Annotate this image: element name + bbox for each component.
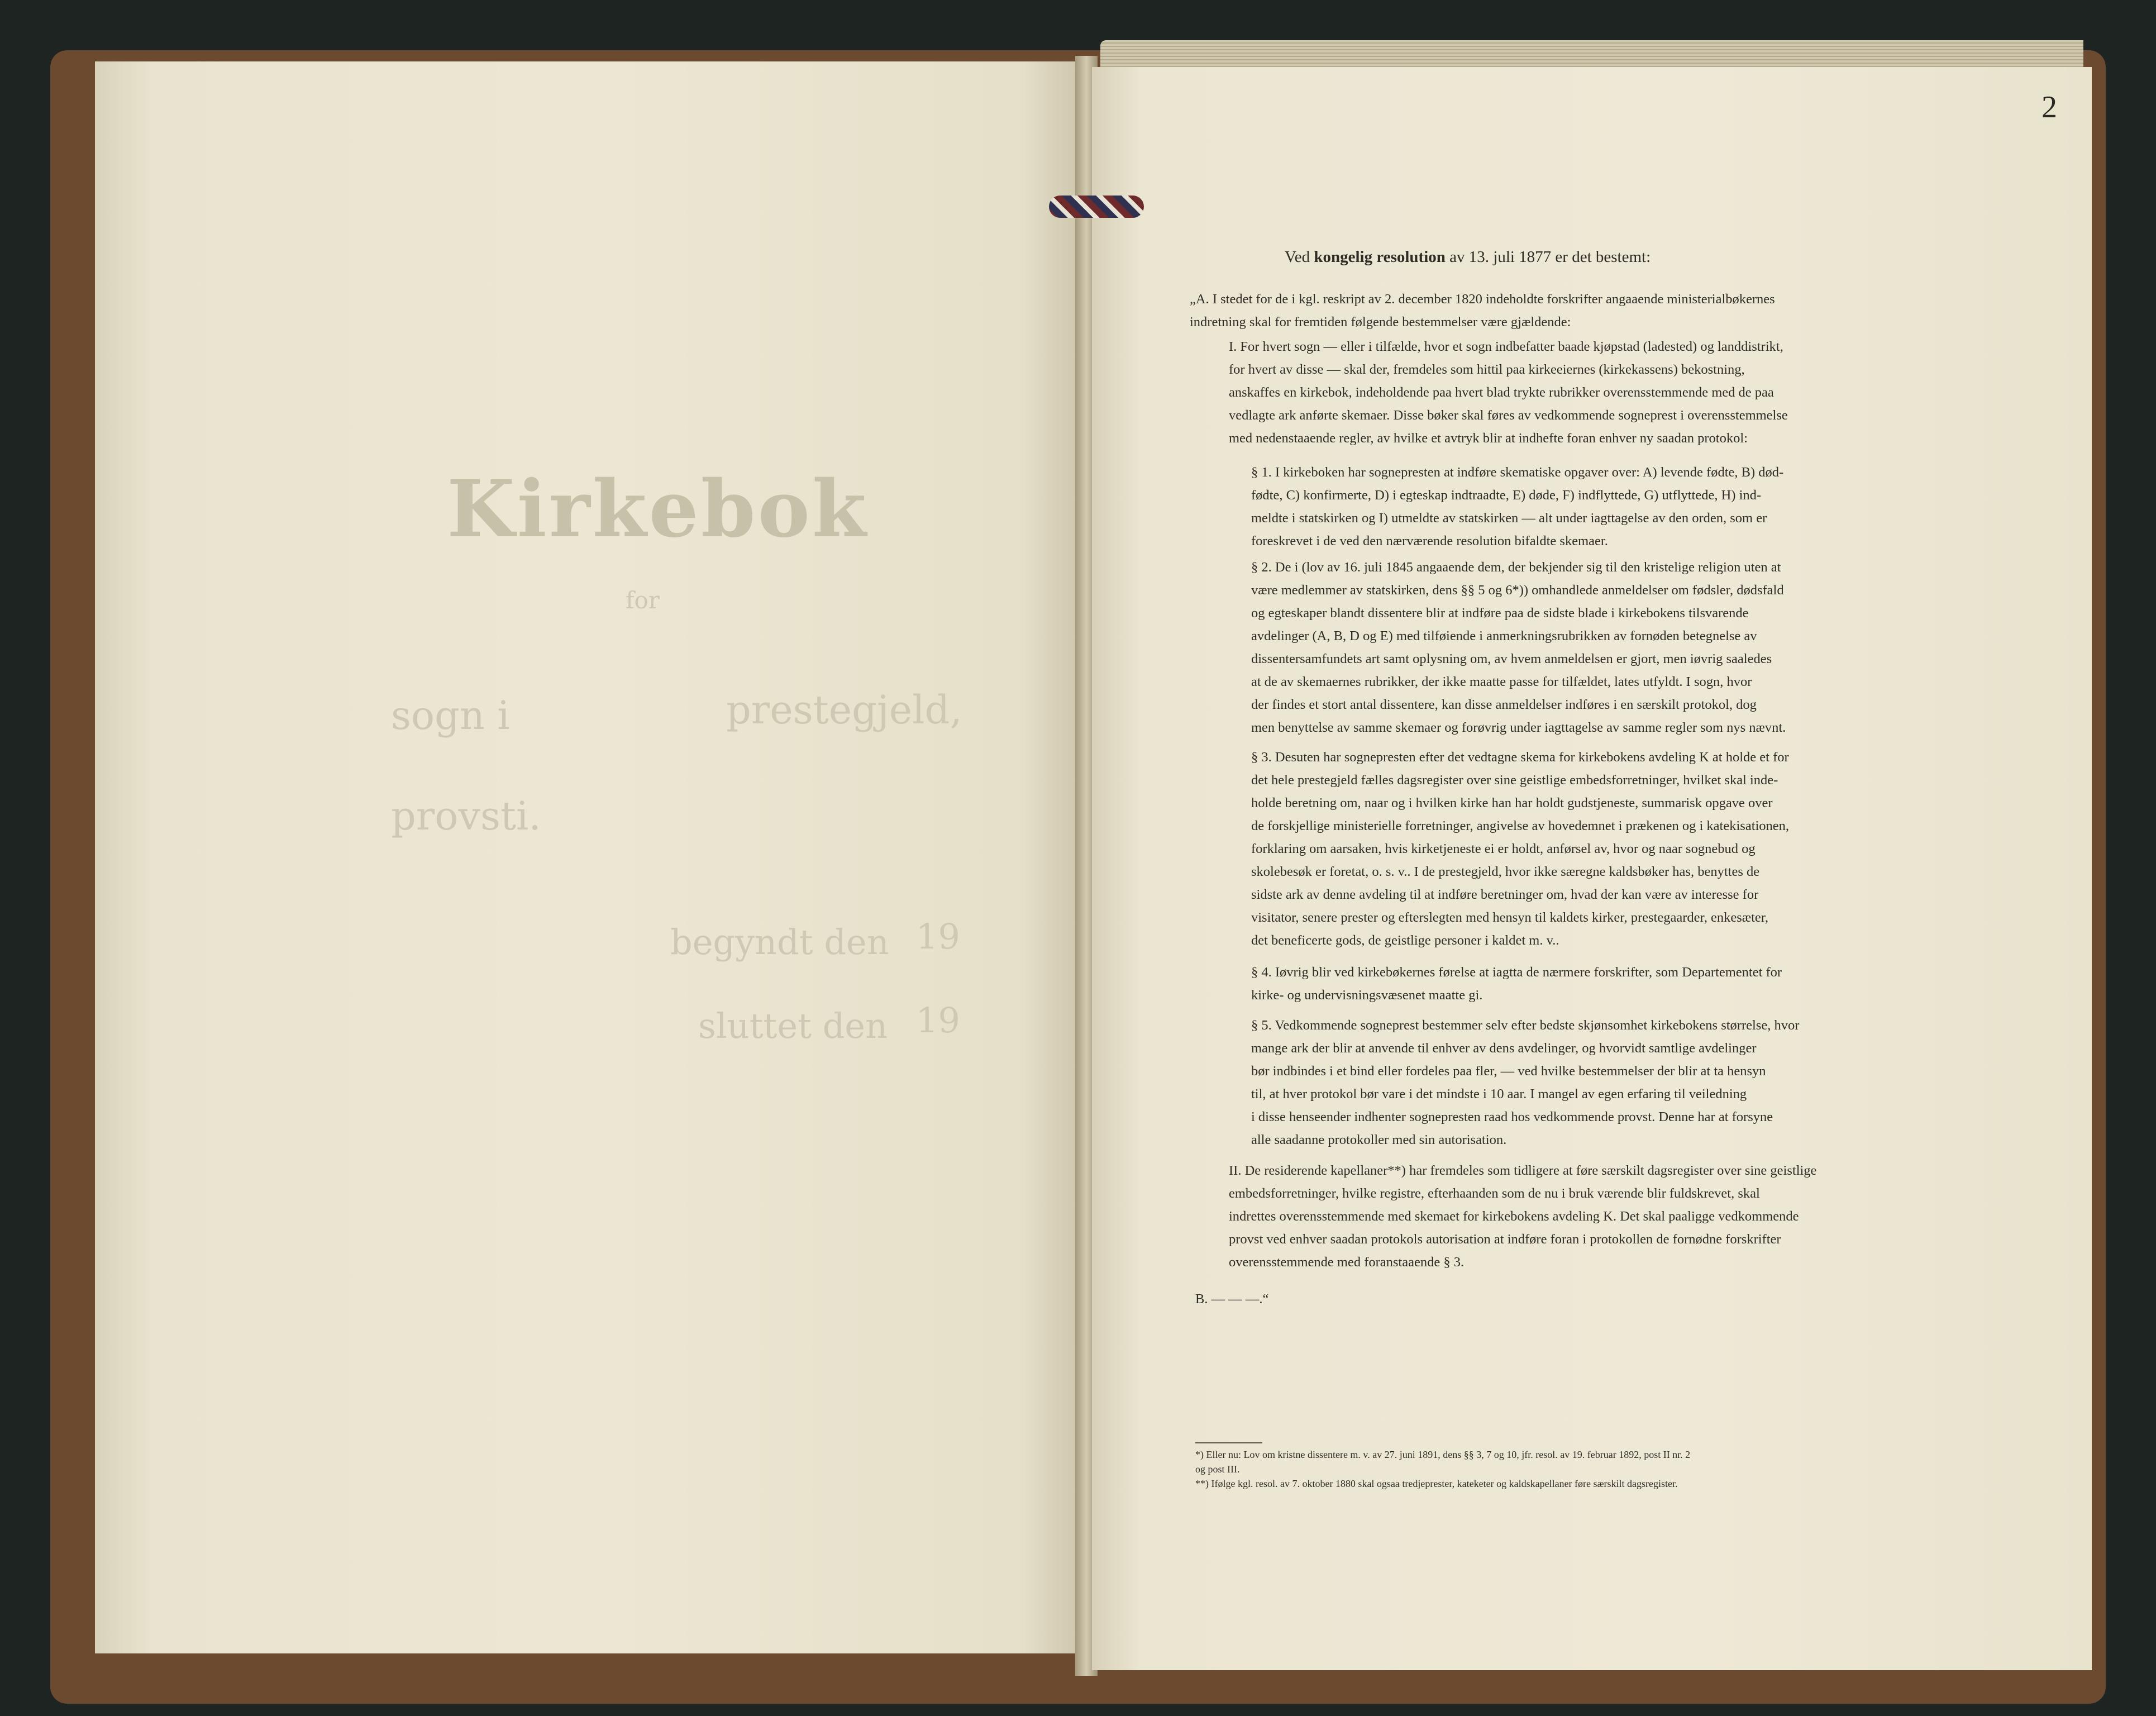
text-line: § 1. I kirkeboken har sognepresten at indføre skematiske opgaver over: A) levende fødte, B) død-: [1251, 465, 1784, 480]
sogn-label: sogn i: [391, 693, 510, 738]
text-line: I. For hvert sogn — eller i tilfælde, hvor et sogn indbefatter baade kjøpstad (ladested) og landdistrikt,: [1229, 339, 1783, 354]
text-line: provst ved enhver saadan protokols autorisation at indføre foran i protokollen de fornødne forskrifter: [1229, 1232, 1781, 1247]
text-line: alle saadanne protokoller med sin autorisation.: [1251, 1132, 1507, 1147]
for-label: for: [626, 587, 660, 614]
provsti-label: provsti.: [391, 793, 541, 839]
text-line: foreskrevet i de ved den nærværende resolution bifaldte skemaer.: [1251, 533, 1608, 549]
heading-bold: kongelig resolution: [1314, 248, 1446, 266]
text-line: med nedenstaaende regler, av hvilke et avtryk blir at indhefte foran enhver ny saadan protokol:: [1229, 431, 1748, 446]
text-line: det beneficerte gods, de geistlige personer i kaldet m. v..: [1251, 933, 1559, 948]
section-ii: [1229, 1159, 1955, 1274]
page-number: 2: [2041, 90, 2057, 125]
footnote-1-cont: og post III.: [1195, 1464, 1240, 1475]
text-line: § 2. De i (lov av 16. juli 1845 angaaende dem, der bekjender sig til den kristelige religion uten at: [1251, 560, 1781, 575]
text-line: embedsforretninger, hvilke registre, efterhaanden som de nu i bruk værende blir fuldskrevet, skal: [1229, 1186, 1760, 1201]
begyndt-year: 19: [916, 916, 960, 957]
sluttet-year: 19: [916, 1000, 960, 1041]
paragraph-1: [1251, 461, 1977, 552]
book-title: Kirkebok: [447, 464, 869, 555]
heading-pre: Ved: [1285, 248, 1310, 266]
paragraph-2: [1251, 556, 1977, 739]
footnote-rule: [1195, 1442, 1262, 1443]
text-line: for hvert av disse — skal der, fremdeles som hittil paa kirkeeiernes (kirkekassens) bekostning,: [1229, 362, 1745, 377]
text-line: avdelinger (A, B, D og E) med tilføiende i anmerkningsrubrikken av fornøden betegnelse av: [1251, 628, 1757, 644]
resolution-heading: [1285, 246, 1651, 268]
text-line: sidste ark av denne avdeling til at indføre beretninger om, hvad der kan være av interesse for: [1251, 887, 1759, 902]
text-line: visitator, senere prester og efterslegten med hensyn til kaldets kirker, prestegaarder, enkesæter,: [1251, 910, 1769, 925]
text-line: § 5. Vedkommende sogneprest bestemmer selv efter bedste skjønsomhet kirkebokens størrelse, hvor: [1251, 1018, 1800, 1033]
prestegjeld-label: prestegjeld,: [726, 687, 962, 733]
binding-stitch: [1049, 196, 1144, 218]
text-line: der findes et stort antal dissentere, kan disse anmeldelser indføres i en særskilt protokol, dog: [1251, 697, 1757, 712]
begyndt-label: begyndt den: [670, 922, 889, 962]
text-line: de forskjellige ministerielle forretninger, angivelse av hovedemnet i prækenen og i katekisationen,: [1251, 818, 1790, 833]
text-line: § 3. Desuten har sognepresten efter det vedtagne skema for kirkebokens avdeling K at holde et for: [1251, 750, 1789, 765]
text-line: bør indbindes i et bind eller fordeles paa fler, — ved hvilke bestemmelser der blir at ta hensyn: [1251, 1064, 1766, 1079]
text-line: mange ark der blir at anvende til enhver av dens avdelinger, og hvorvidt samtlige avdelinger: [1251, 1041, 1757, 1056]
paragraph-5: [1251, 1014, 1977, 1151]
footnote-2: **) Ifølge kgl. resol. av 7. oktober 1880 skal ogsaa tredjeprester, kateketer og kaldskapellaner føre særskilt dagsregister.: [1195, 1478, 1678, 1489]
text-line: indretning skal for fremtiden følgende bestemmelser være gjældende:: [1190, 314, 1571, 330]
section-a: [1190, 288, 1916, 333]
text-line: fødte, C) konfirmerte, D) i egteskap indtraadte, E) døde, F) indflyttede, G) utflyttede, H) ind-: [1251, 488, 1762, 503]
text-line: „A. I stedet for de i kgl. reskript av 2. december 1820 indeholdte forskrifter angaaende ministerialbøkernes: [1190, 292, 1775, 307]
page-edges: [1100, 40, 2083, 67]
text-line: vedlagte ark anførte skemaer. Disse bøker skal føres av vedkommende sogneprest i overensstemmelse: [1229, 408, 1788, 423]
text-line: i disse henseender indhenter sognepresten raad hos vedkommende provst. Denne har at forsyne: [1251, 1109, 1773, 1124]
text-line: skolebesøk er foretat, o. s. v.. I de prestegjeld, hvor ikke særegne kaldsbøker has, benyttes de: [1251, 864, 1760, 879]
text-line: holde beretning om, naar og i hvilken kirke han har holdt gudstjeneste, summarisk opgave over: [1251, 795, 1773, 811]
text-line: II. De residerende kapellaner**) har fremdeles som tidligere at føre særskilt dagsregister over sine geistlige: [1229, 1163, 1817, 1178]
text-line: men benyttelse av samme skemaer og forøvrig under iagttagelse av samme regler som nys nævnt.: [1251, 720, 1786, 735]
text-line: det hele prestegjeld fælles dagsregister over sine geistlige embedsforretninger, hvilket skal inde-: [1251, 773, 1778, 788]
heading-post: av 13. juli 1877 er det bestemt:: [1449, 248, 1651, 266]
text-line: anskaffes en kirkebok, indeholdende paa hvert blad trykte rubrikker overensstemmende med de paa: [1229, 385, 1774, 400]
text-line: og egteskaper blandt dissentere blir at indføre paa de sidste blade i kirkebokens tilsvarende: [1251, 606, 1749, 621]
text-line: § 4. Iøvrig blir ved kirkebøkernes førelse at iagtta de nærmere forskrifter, som Departementet for: [1251, 965, 1782, 980]
text-line: kirke- og undervisningsvæsenet maatte gi.: [1251, 988, 1483, 1003]
text-line: at de av skemaernes rubrikker, der ikke maatte passe for tilfældet, lates utfyldt. I sogn, hvor: [1251, 674, 1752, 689]
paragraph-3: [1251, 746, 1977, 952]
text-line: forklaring om aarsaken, hvis kirketjeneste ei er holdt, anførsel av, hvor og naar sognebud og: [1251, 841, 1756, 856]
text-line: indrettes overensstemmende med skemaet for kirkebokens avdeling K. Det skal paaligge vedkommende: [1229, 1209, 1799, 1224]
text-line: dissentersamfundets art samt oplysning om, av hvem anmeldelsen er gjort, men iøvrig saaledes: [1251, 651, 1772, 666]
text-line: være medlemmer av statskirken, dens §§ 5 og 6*)) omhandlede anmeldelser om fødsler, dødsfald: [1251, 583, 1784, 598]
section-i: [1229, 335, 1955, 450]
text-line: til, at hver protokol bør vare i det mindste i 10 aar. I mangel av egen erfaring til veiledning: [1251, 1086, 1747, 1102]
section-b: B. — — —.“: [1195, 1291, 1269, 1307]
footnote-1: *) Eller nu: Lov om kristne dissentere m. v. av 27. juni 1891, dens §§ 3, 7 og 10, jfr. resol. av 19. februar 1892, post II nr. 2: [1195, 1449, 1691, 1460]
paragraph-4: [1251, 961, 1977, 1007]
text-line: meldte i statskirken og I) utmeldte av statskirken — alt under iagttagelse av den orden, som er: [1251, 511, 1767, 526]
text-line: overensstemmende med foranstaaende § 3.: [1229, 1255, 1465, 1270]
sluttet-label: sluttet den: [698, 1005, 888, 1046]
left-page: [95, 61, 1078, 1653]
